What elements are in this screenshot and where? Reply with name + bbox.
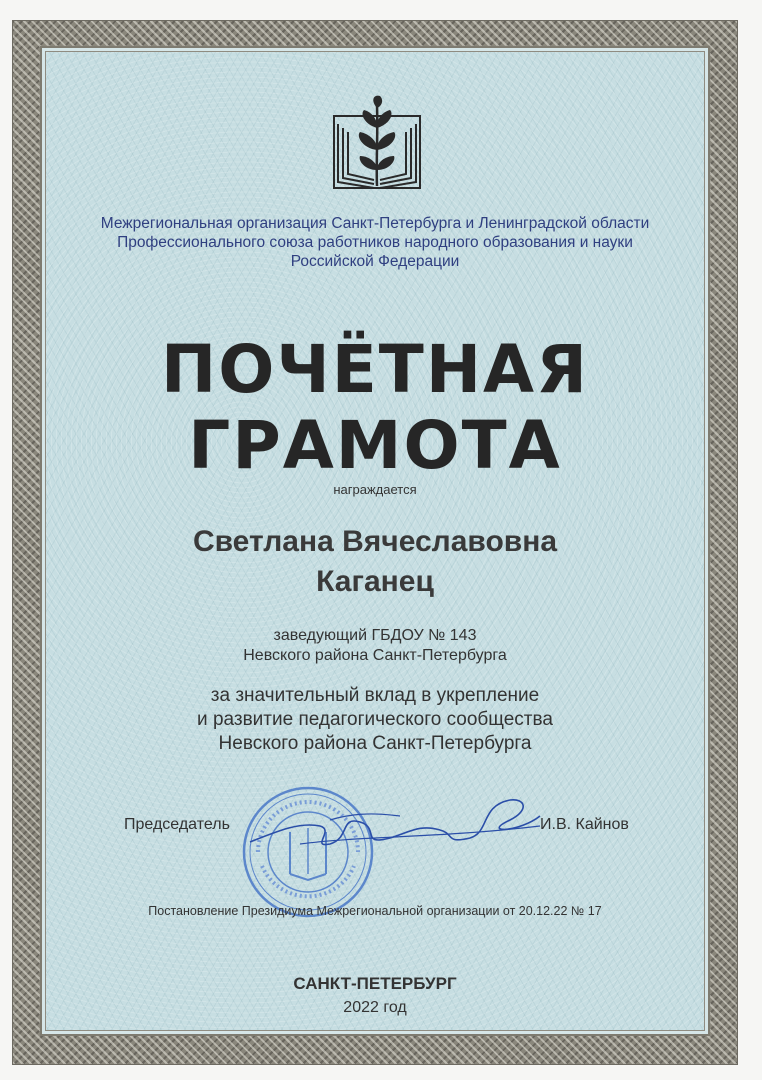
recipient-position xyxy=(40,626,710,666)
signatory-name: И.В. Кайнов xyxy=(540,816,629,833)
position-line-1: заведующий ГБДОУ № 143 xyxy=(273,627,477,644)
decree-reference: Постановление Президиума Межрегиональной организации от 20.12.22 № 17 xyxy=(148,904,602,918)
organization-line-3: Российской Федерации xyxy=(290,253,460,270)
title-line-2: ГРАМОТА xyxy=(188,407,562,484)
recipient-name-line-2: Каганец xyxy=(316,565,434,598)
certificate-content xyxy=(40,46,710,1036)
book-with-sprout-icon xyxy=(330,94,424,194)
award-reason xyxy=(40,684,710,756)
organization-line-1: Межрегиональная организация Санкт-Петербурга и Ленинградской области xyxy=(100,215,650,232)
position-line-2: Невского района Санкт-Петербурга xyxy=(243,647,507,664)
recipient-name xyxy=(40,522,710,602)
signatory-title: Председатель xyxy=(124,816,230,833)
reason-line-1: за значительный вклад в укрепление xyxy=(210,685,540,706)
reason-line-2: и развитие педагогического сообщества xyxy=(197,709,553,730)
footer-year: 2022 год xyxy=(343,999,407,1016)
signature-row xyxy=(40,816,710,840)
recipient-name-line-1: Светлана Вячеславовна xyxy=(192,525,558,558)
reason-line-3: Невского района Санкт-Петербурга xyxy=(218,733,532,754)
awarded-label: награждается xyxy=(333,482,417,497)
organization-name xyxy=(40,214,710,271)
organization-line-2: Профессионального союза работников народного образования и науки xyxy=(117,234,633,251)
certificate-title xyxy=(40,332,710,484)
footer-city: САНКТ-ПЕТЕРБУРГ xyxy=(293,974,457,993)
title-line-1: ПОЧЁТНАЯ xyxy=(161,331,589,408)
